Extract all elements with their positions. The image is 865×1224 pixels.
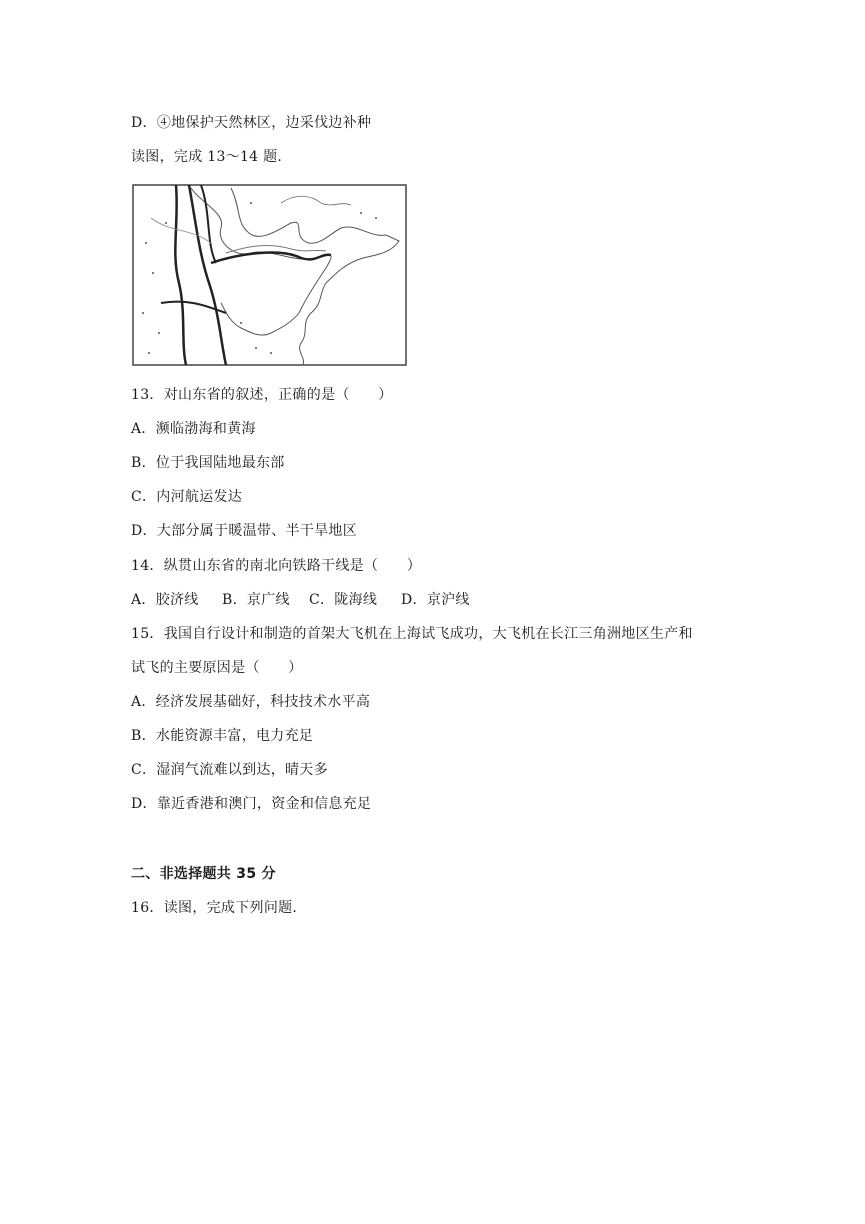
q13-option-b: B．位于我国陆地最东部 xyxy=(131,455,285,471)
q14-options xyxy=(131,590,470,610)
shandong-map xyxy=(131,183,408,367)
question-15-line1: 15．我国自行设计和制造的首架大飞机在上海试飞成功，大飞机在长江三角洲地区生产和 xyxy=(131,626,693,642)
instruction-13-14: 读图，完成 13～14 题. xyxy=(131,149,283,165)
q14-option-c: C．陇海线 xyxy=(309,592,378,608)
question-15-line2: 试飞的主要原因是（ ） xyxy=(131,660,303,676)
q13-option-c: C．内河航运发达 xyxy=(131,489,243,505)
question-16: 16．读图，完成下列问题. xyxy=(131,900,298,916)
q14-option-d: D．京沪线 xyxy=(401,592,470,608)
q15-option-c: C．湿润气流难以到达，晴天多 xyxy=(131,762,328,778)
q15-option-a: A．经济发展基础好，科技技术水平高 xyxy=(131,694,371,710)
q15-option-d: D．靠近香港和澳门，资金和信息充足 xyxy=(131,796,372,812)
q15-option-b: B．水能资源丰富，电力充足 xyxy=(131,728,314,744)
question-13: 13．对山东省的叙述，正确的是（ ） xyxy=(131,387,393,403)
section-2-heading: 二、非选择题共 35 分 xyxy=(131,866,276,882)
q14-option-b: B．京广线 xyxy=(222,592,290,608)
question-14: 14．纵贯山东省的南北向铁路干线是（ ） xyxy=(131,558,422,574)
q13-option-a: A．濒临渤海和黄海 xyxy=(131,421,256,437)
q14-option-a: A．胶济线 xyxy=(131,592,199,608)
q13-option-d: D．大部分属于暖温带、半干旱地区 xyxy=(131,523,358,539)
q12-option-d: D．④地保护天然林区，边采伐边补种 xyxy=(131,115,372,131)
